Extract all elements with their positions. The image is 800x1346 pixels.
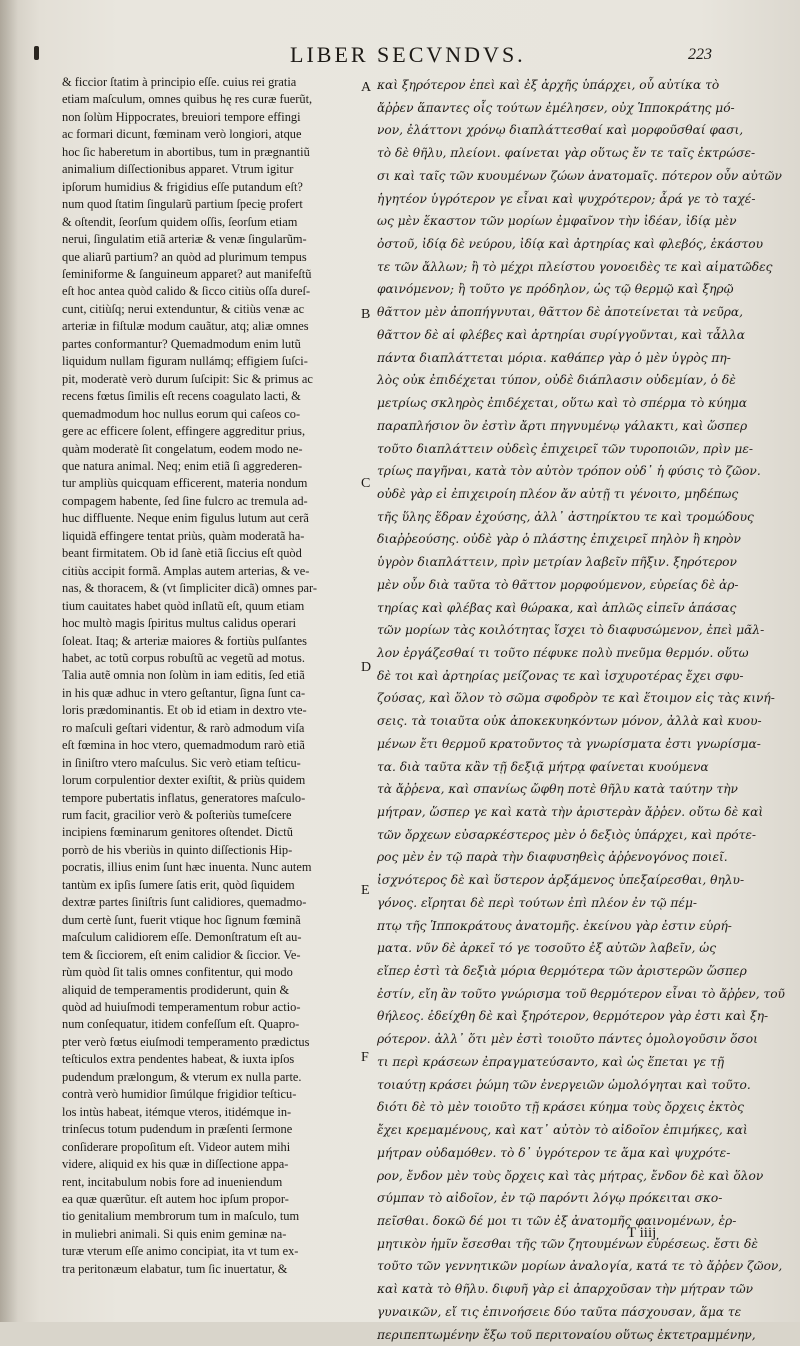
latin-line: tium cauitates habet quòd inſlatũ eſt, quum etiam <box>62 598 305 613</box>
latin-line: aliquid de temperamentis prodiderunt, quin & <box>62 982 290 997</box>
greek-line: τῶν μορίων τὰς κοιλότητας ἴσχει τὸ διαφυσώμενον, ἐπεὶ μᾶλ- <box>377 623 765 638</box>
latin-line: compagem habente, ſed ſine fulcro ac tremula ad- <box>62 493 308 508</box>
margin-section-letters <box>361 0 375 1322</box>
greek-column <box>377 74 785 1346</box>
greek-line: διαῤῥεούσης. οὐδὲ γὰρ ὁ πλάστης ἐπιχειρεῖ πηλὸν ἢ κηρὸν <box>377 532 741 547</box>
running-title: LIBER SECVNDVS. <box>290 42 526 67</box>
folio-number: 223 <box>688 46 712 63</box>
greek-line: μητικὸν ἡμῖν ἔσεσθαι τῆς τῶν ζητουμένων εὑρέσεως. ἔστι δὲ <box>377 1236 758 1251</box>
latin-line: maſculum calidiorem eſſe. Demonſtratum eſt au- <box>62 930 302 945</box>
latin-line: ro maſculi geſtari videntur, & rarò admodum viſa <box>62 720 305 735</box>
latin-line: teſticulos extra pendentes habeat, & iuxta ipſos <box>62 1052 295 1067</box>
greek-line: τὸ δὲ θῆλυ, πλείονι. φαίνεται γὰρ οὕτως ἔν τε ταῖς ἐκτρώσε- <box>377 146 756 161</box>
latin-line: num quod ſtatim ſingularũ partium ſpecie̱ profert <box>62 197 303 212</box>
latin-line: loris prædominantis. Et ob id etiam in dextro vte- <box>62 703 307 718</box>
latin-line: rùm quòd ſit talis omnes confitentur, qui modo <box>62 965 293 980</box>
gutter-shadow <box>0 0 18 1322</box>
margin-letter: C <box>361 476 371 491</box>
greek-line: μήτραν οὐδαμόθεν. τὸ δ᾽ ὑγρότερον τε ἅμα καὶ ψυχρότε- <box>377 1145 731 1160</box>
greek-line: περιπεπτωμένην ἔξω τοῦ περιτοναίου οὕτως ἐκτετραμμένην, <box>377 1327 756 1342</box>
latin-line: tur ampliùs quicquam efficerent, materia nondum <box>62 476 308 491</box>
latin-line: nas, & thoracem, & (vt ſimpliciter dicã) omnes par- <box>62 581 318 596</box>
latin-line: que aliarũ partium? an quòd ad plurimum tempus <box>62 249 307 264</box>
latin-line: nerui, ſingulatim etiã arteriæ & venæ ſingularũm- <box>62 232 307 247</box>
latin-line: tio genitalium membrorum tum in maſculo, tum <box>62 1209 300 1224</box>
greek-line: δὲ τοι καὶ ἀρτηρίας μείζονας τε καὶ ἰσχυροτέρας ἔχει σφυ- <box>377 668 744 683</box>
greek-line: μὲν οὖν διὰ ταῦτα τὸ θᾶττον μορφούμενον, εὐρείας δὲ ἀρ- <box>377 577 739 592</box>
greek-line: πτῳ τῆς Ἱπποκράτους ἀνατομῆς. ἐκείνου γὰρ ἐστιν εὑρή- <box>377 918 732 933</box>
greek-line: ζούσας, καὶ ὅλον τὸ σῶμα σφοδρὸν τε καὶ ἕτοιμον εἰς τὰς κινή- <box>377 691 775 706</box>
greek-line: πάντα διαπλάττεται μόρια. καθάπερ γὰρ ὁ μὲν ὑγρὸς πη- <box>377 350 731 365</box>
latin-line: habet, ac totũ corpus robuſtũ ac vegetũ ad motus. <box>62 650 305 665</box>
latin-line: ipſorum humidius & frigidius eſſe putandum eſt? <box>62 179 303 194</box>
greek-line: τηρίας καὶ φλέβας καὶ θώρακα, καὶ ἁπλῶς εἰπεῖν ἁπάσας <box>377 600 737 615</box>
greek-line: τοῦτο τῶν γεννητικῶν μορίων ἀναλογία, κατά τε τὸ ἄῤῥεν ζῶον, <box>377 1259 783 1274</box>
latin-column <box>62 74 362 1278</box>
greek-line: τῶν ὄρχεων εὐσαρκέστερος μὲν ὁ δεξιὸς ὑπάρχει, καὶ πρότε- <box>377 827 757 842</box>
latin-line: pit, moderatè verò durum ſuſcipit: Sic & primus ac <box>62 371 313 386</box>
greek-line: παραπλήσιον ὂν ἐστὶν ἄρτι πηγνυμένῳ γάλακτι, καὶ ὥσπερ <box>377 418 748 433</box>
latin-line: rent, incitabulum nobis fore ad inueniendum <box>62 1174 283 1189</box>
latin-line: incipiens fœminarum genitores oſtendet. Dictũ <box>62 825 293 840</box>
greek-line: γυναικῶν, εἴ τις ἐπινοήσειε δύο ταῦτα πάσχουσαν, ἅμα τε <box>377 1304 742 1319</box>
latin-line: huc diffluente. Neque enim figulus lutum aut cerã <box>62 511 309 526</box>
latin-line: quàm moderatè ſit congelatum, eodem modo ne- <box>62 441 303 456</box>
latin-line: beant firmitatem. Ob id ſanè etiã ſiccius eſt quòd <box>62 546 302 561</box>
greek-line: καὶ ξηρότερον ἐπεὶ καὶ ἐξ ἀρχῆς ὑπάρχει, οὗ αὐτίκα τὸ <box>377 78 720 92</box>
latin-line: liquidum nullam figuram nullámq; effigiem ſuſci- <box>62 354 308 369</box>
greek-line: τῆς ὕλης ἕδραν ἐχούσης, ἀλλ᾽ ἀστηρίκτου τε καὶ τρομώδους <box>377 509 754 524</box>
latin-line: ac formari dicunt, fœminam verò longiori, atque <box>62 127 302 142</box>
greek-line: θήλεος. ἐδείχθη δὲ καὶ ξηρότερον, θερμότερον γὰρ ἐστι καὶ ξη- <box>377 1009 769 1024</box>
latin-line: partes conformantur? Quemadmodum enim lutũ <box>62 336 301 351</box>
latin-line: tem & ſicciorem, eſt enim calidior & ſiccior. Ve- <box>62 947 301 962</box>
latin-line: ſoleat. Itaq; & arteriæ maiores & fortiùs pulſantes <box>62 633 307 648</box>
latin-line: los intùs habeat, itémque vteros, itidémque in- <box>62 1104 292 1119</box>
greek-line: γόνος. εἴρηται δὲ περὶ τούτων ἐπὶ πλέον ἐν τῷ πέμ- <box>377 895 697 910</box>
greek-line: ρότερον. ἀλλ᾽ ὅτι μὲν ἐστὶ τοιοῦτο πάντες ὁμολογοῦσιν ὅσοι <box>377 1032 758 1047</box>
greek-line: ὀστοῦ, ἰδίᾳ δὲ νεύρου, ἰδίᾳ καὶ ἀρτηρίας καὶ φλεβός, ἑκάστου <box>377 237 764 252</box>
latin-line: dextræ partes ſiniſtris ſunt calidiores, quemadmo- <box>62 895 307 910</box>
greek-line: θᾶττον δὲ αἱ φλέβες καὶ ἀρτηρίαι συρίγγοῦνται, καὶ τἆλλα <box>377 327 745 342</box>
latin-line: liquidã effingere tentat priùs, quàm moderatã ha- <box>62 528 305 543</box>
greek-line: σι καὶ ταῖς τῶν κυουμένων ζώων ἀνατομαῖς. πότερον οὖν αὐτῶν <box>377 168 782 183</box>
latin-line: non ſolùm Hippocrates, breuiori tempore effingi <box>62 109 301 124</box>
latin-line: porrò de his vberiùs in quinto diſſectionis Hip- <box>62 842 293 857</box>
margin-letter: A <box>361 80 372 95</box>
latin-line: cunt, citiùſq; nerui extenduntur, & citiùs venæ ac <box>62 301 305 316</box>
latin-line: in his quæ adhuc in vtero geſtantur, ſigna ſunt ca- <box>62 685 306 700</box>
latin-line: in ſiniſtro vtero maſculus. Sic verò etiam teſticu- <box>62 755 301 770</box>
greek-line: τοιαύτῃ κράσει ῥώμη τῶν ἐνεργειῶν ὡμολόγηται καὶ τοῦτο. <box>377 1077 751 1092</box>
latin-line: trinſecus totum pudendum in præſenti ſermone <box>62 1122 293 1137</box>
greek-line: ὑγρὸν διαπλάττειν, πρὶν μετρίαν λαβεῖν πῆξιν. ξηρότερον <box>377 555 737 570</box>
greek-line: μετρίως σκληρὸς ἐπιδέχεται, οὕτω καὶ τὸ σπέρμα τὸ κύημα <box>377 396 747 411</box>
greek-line: τὰ ἄῤῥενα, καὶ σπανίως ὤφθη ποτὲ θῆλυ κατὰ ταύτην τὴν <box>377 782 738 797</box>
latin-line: contrà verò humidior ſimúlque frigidior teſticu- <box>62 1087 297 1102</box>
margin-letter: D <box>361 660 372 675</box>
greek-line: ρος μὲν ἐν τῷ παρὰ τὴν διαφυσηθεὶς ἀῤῥενογόνος ποιεῖ. <box>377 850 728 865</box>
latin-line: pocratis, illius enim ſunt hæc inuenta. Nunc autem <box>62 860 312 875</box>
latin-line: citiùs accipit formã. Amplas autem arterias, & ve- <box>62 563 310 578</box>
greek-line: φαινόμενον; ἢ τοῦτο γε πρόδηλον, ὡς τῷ θερμῷ καὶ ξηρῷ <box>377 282 734 297</box>
signature-mark: T iiij <box>627 1225 657 1241</box>
greek-line: τα. διὰ ταῦτα κἂν τῇ δεξιᾷ μήτρᾳ φαίνεται κυούμενα <box>377 759 709 774</box>
greek-line: τι περὶ κράσεων ἐπραγματεύσαντο, καὶ ὡς ἕπεται γε τῇ <box>377 1054 725 1069</box>
greek-line: διότι δὲ τὸ μὲν τοιοῦτο τῇ κράσει κύημα τοὺς ὄρχεις ἐκτὸς <box>377 1100 744 1115</box>
margin-letter: E <box>361 883 370 898</box>
latin-line: que natura animal. Neq; enim etiã ſi aggrederen- <box>62 458 303 473</box>
latin-line: turæ vterum eſſe animo concipiat, ita vt tum ex- <box>62 1244 299 1259</box>
greek-line: ἰσχνότερος δὲ καὶ ὕστερον ἀρξάμενος ὑπεξαίρεσθαι, θηλυ- <box>377 873 745 888</box>
latin-line: animalium diſſectionibus apparet. Vtrum igitur <box>62 162 294 177</box>
margin-letter: F <box>361 1050 369 1065</box>
greek-line: μήτραν, ὥσπερ γε καὶ κατὰ τὴν ἀριστερὰν ἄῤῥεν. οὕτω δὲ καὶ <box>377 805 764 819</box>
latin-line: quemadmodum hoc nullus eorum qui caſeos co- <box>62 406 301 421</box>
latin-line: etiam maſculum, omnes quibus hę res curæ fuerũt, <box>62 92 313 107</box>
latin-line: hoc multò magis ſpiritus multus calidus operari <box>62 616 297 631</box>
latin-line: pter verò fœtus eiuſmodi temperamento prædictus <box>62 1034 310 1049</box>
greek-line: τοῦτο διαπλάττειν οὐδεὶς ἐπιχειρεῖ τῶν τυροποιῶν, πρὶν με- <box>377 441 753 456</box>
greek-line: εἴπερ ἐστὶ τὰ δεξιὰ μόρια θερμότερα τῶν ἀριστερῶν ὥσπερ <box>377 964 747 979</box>
latin-line: tempore pubertatis inflatus, generatores maſculo- <box>62 790 306 805</box>
greek-line: θᾶττον μὲν ἀποπήγνυται, θᾶττον δὲ ἀποτείνεται τὰ νεῦρα, <box>377 305 744 320</box>
greek-line: λὸς οὐκ ἐπιδέχεται τύπον, οὐδὲ διάπλασιν οὐδεμίαν, ὁ δὲ <box>377 373 736 388</box>
latin-line: ſeminiforme & ſanguineum apparet? aut manifeſtũ <box>62 266 312 281</box>
greek-line: λον ἐργάζεσθαί τι τοῦτο πέφυκε πολὺ πνεῦμα θερμόν. οὕτω <box>377 645 749 660</box>
greek-line: ἡγητέον ὑγρότερον γε εἶναι καὶ ψυχρότερον; ἆρά γε τὸ ταχέ- <box>377 191 756 206</box>
latin-line: videre, aliquid ex his quæ in diſſectione appa- <box>62 1157 289 1172</box>
greek-line: τε τῶν ἄλλων; ἢ τὸ μέχρι πλείστου γονοειδὲς τε καὶ αἱματῶδες <box>377 259 773 274</box>
latin-line: num conſequatur, itidem confeſſum eſt. Quapro- <box>62 1017 300 1032</box>
greek-line: ἄῤῥεν ἅπαντες οἷς τούτων ἐμέλησεν, οὐχ Ἱπποκράτης μό- <box>377 100 735 115</box>
latin-line: & oſtendit, ſeorſum quidem oſſis, ſeorſum etiam <box>62 214 298 229</box>
latin-line: rum facit, gracilior verò & poſteriùs tumeſcere <box>62 808 292 823</box>
latin-line: hoc ſic haberetum in abortibus, tum in prægnantiũ <box>62 144 310 159</box>
greek-line: ως μὲν ἕκαστον τῶν μορίων ἐμφαῖνον τὴν ἰδέαν, ἰδίᾳ μὲν <box>377 214 737 229</box>
latin-line: pudendum prælongum, & vterum ex nulla parte. <box>62 1069 302 1084</box>
latin-line: gere ac efficere ſolent, effingere aggreditur prius, <box>62 424 306 439</box>
latin-line: ea quæ quærũtur. eſt autem hoc ipſum propor- <box>62 1192 289 1206</box>
page-header <box>0 42 800 72</box>
greek-line: σεις. τὰ τοιαῦτα οὐκ ἀποκεκυηκόντων μόνον, ἀλλὰ καὶ κυου- <box>377 714 762 729</box>
greek-line: ἔχει κρεμαμένους, καὶ κατ᾽ αὐτὸν τὸ αἰδοῖον ἐπιμήκες, καὶ <box>377 1123 748 1138</box>
greek-line: οὐδὲ γὰρ εἰ ἐπιχειροίη πλέον ἄν αὐτῇ τι γένοιτο, μηδέπως <box>377 486 739 501</box>
greek-line: σύμπαν τὸ αἰδοῖον, ἐν τῷ παρόντι λόγῳ πρόκειται σκο- <box>377 1191 723 1206</box>
latin-line: in muliebri animali. Si quis enim geminæ na- <box>62 1226 287 1241</box>
latin-line: dum certè ſunt, fuerit vtique hoc ſignum fœminã <box>62 912 301 927</box>
latin-line: conſiderare propoſitum eſt. Videor autem mihi <box>62 1139 291 1154</box>
greek-line: μένων ἔτι θερμοῦ κρατοῦντος τὰ γνωρίσματα ἐστι γνωρίσμα- <box>377 736 761 751</box>
greek-line: ματα. νῦν δὲ ἀρκεῖ τό γε τοσοῦτο ἐξ αὐτῶν λαβεῖν, ὡς <box>377 941 717 956</box>
latin-line: quòd ad huiuſmodi temperamentum robur actio- <box>62 1000 301 1015</box>
greek-line: πεῖσθαι. δοκῶ δέ μοι τι τῶν ἐξ ἀνατομῆς φαινομένων, ἑρ- <box>377 1213 737 1228</box>
latin-line: eſt fœmina in hoc vtero, quemadmodum rarò etiã <box>62 738 305 753</box>
latin-line: tantùm ex ipſis ſumere ſatis erit, quòd ſiquidem <box>62 877 295 892</box>
greek-line: ἐστίν, εἴη ἂν τοῦτο γνώρισμα τοῦ θερμότερον εἶναι τὸ ἄῤῥεν, τοῦ <box>377 986 785 1001</box>
latin-line: tra peritonæum elabatur, tum ſic inuertatur, & <box>62 1261 288 1276</box>
margin-letter: B <box>361 307 371 322</box>
greek-line: τρίως παγῆναι, κατὰ τὸν αὐτὸν τρόπον οὐδ᾽ ἡ φύσις τὸ ζῶον. <box>377 464 761 479</box>
greek-line: καὶ κατὰ τὸ θῆλυ. διφυῆ γὰρ εἰ ἀπαρχοῦσαν τὴν μήτραν τῶν <box>377 1282 754 1297</box>
greek-line: ρον, ἔνδον μὲν τοὺς ὄρχεις καὶ τὰς μήτρας, ἔνδον δὲ καὶ ὅλον <box>377 1168 764 1183</box>
latin-line: arteriæ in fiſtulæ modum cauãtur, atq; aliæ omnes <box>62 319 309 334</box>
latin-line: lorum corpulentior dexter exiſtit, & priùs quidem <box>62 773 306 788</box>
latin-line: & ficcior ſtatim à principio eſſe. cuius rei gratia <box>62 75 297 89</box>
latin-line: Talia autẽ omnia non ſolùm in iam editis, ſed etiã <box>62 668 305 683</box>
greek-line: νον, ἐλάττονι χρόνῳ διαπλάττεσθαί καὶ μορφοῦσθαί φασι, <box>377 123 744 138</box>
latin-line: recens fœtus ſimilis eſt recens coagulato lacti, & <box>62 389 301 404</box>
latin-line: eſt hoc antea quòd calido & ſicco citiùs oſſa dureſ- <box>62 284 311 299</box>
